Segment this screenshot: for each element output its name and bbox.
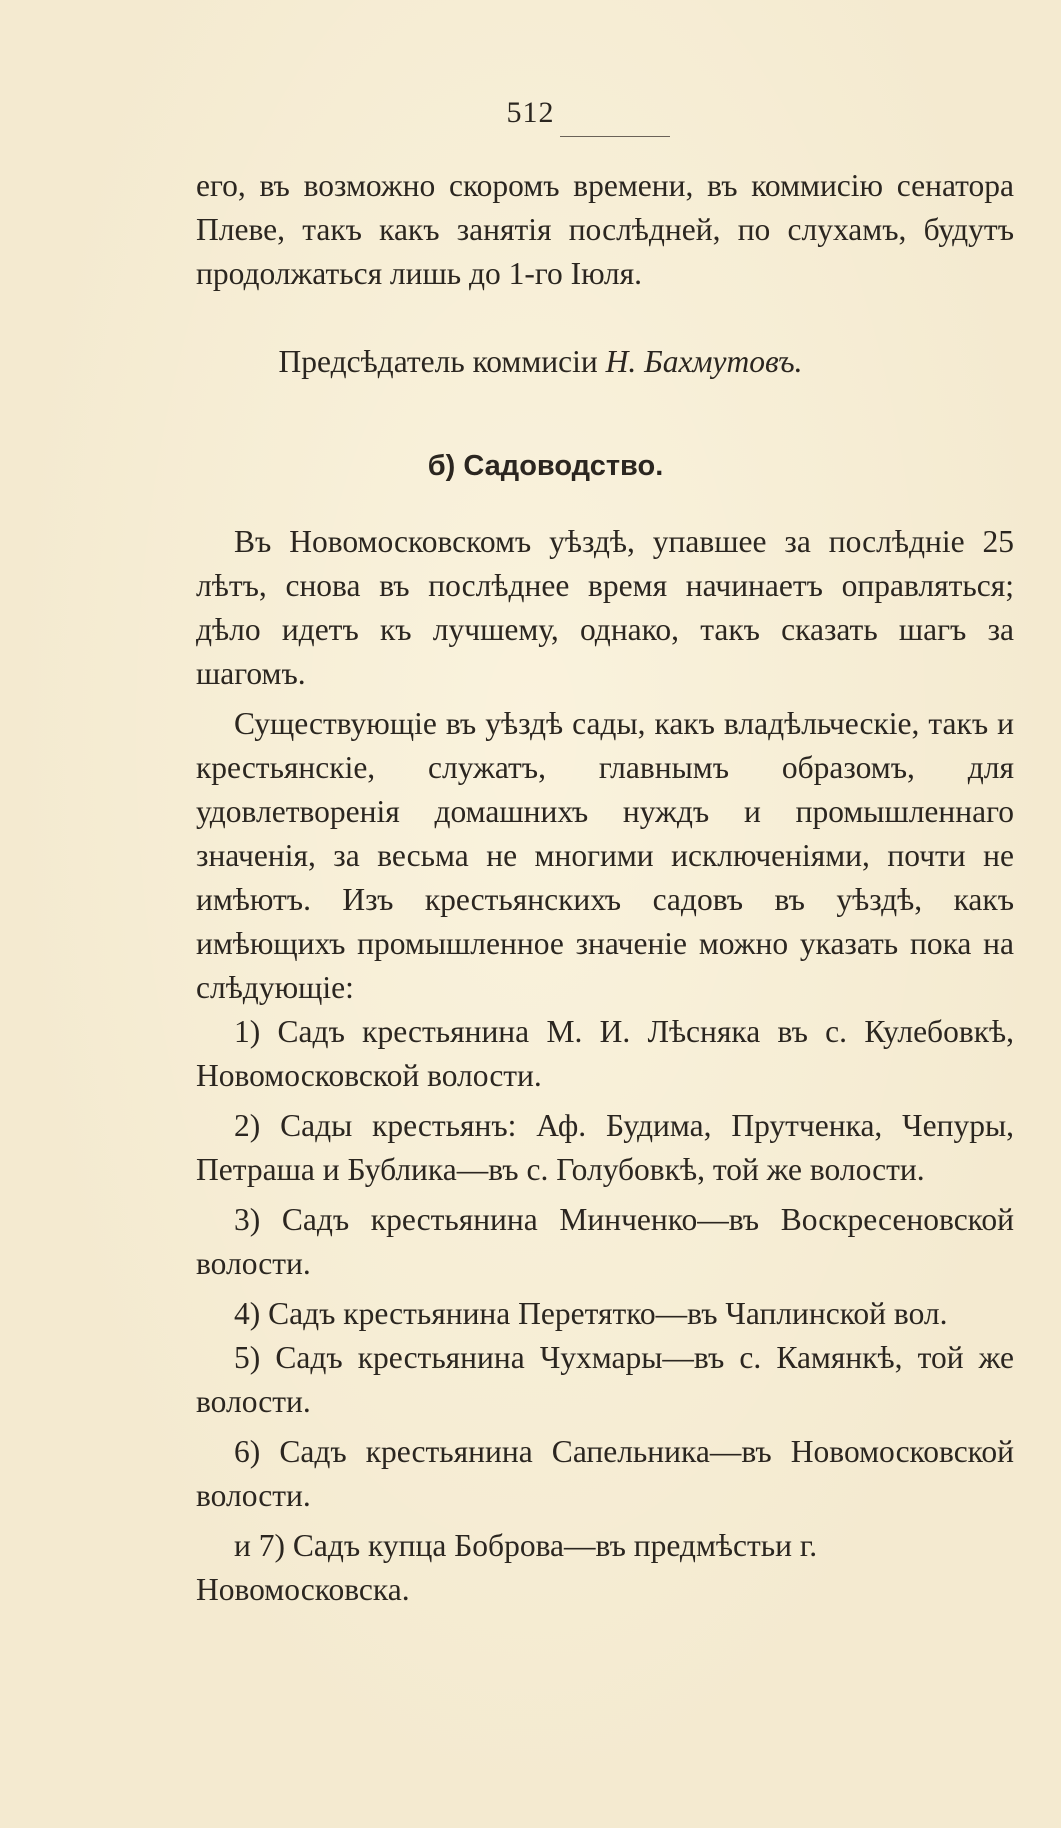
signature-name: Н. Бахмутовъ. <box>605 344 803 379</box>
list-item: 6) Садъ крестьянина Сапельника—въ Новомосковской волости. <box>196 1434 1014 1513</box>
paragraph: Существующіе въ уѣздѣ сады, какъ владѣльческіе, такъ и крестьянскіе, служатъ, главнымъ образомъ, для удовлетворенія домашнихъ нуждъ и промышленнаго значенія, за весьма не многими исключеніями, почти не имѣютъ. Изъ крестьянскихъ садовъ въ уѣздѣ, какъ имѣющихъ промышленное значеніе можно указать пока на слѣдующіе: <box>196 706 1014 1005</box>
list-item: 1) Садъ крестьянина М. И. Лѣсняка въ с. Кулебовкѣ, Новомосковской волости. <box>196 1014 1014 1093</box>
section-body <box>196 520 1014 1612</box>
signature-title: Предсѣдатель коммисіи <box>278 344 598 379</box>
page-number-rule <box>560 136 670 137</box>
list-item: 5) Садъ крестьянина Чухмары—въ с. Камянкѣ, той же волости. <box>196 1340 1014 1419</box>
signature <box>0 340 1061 384</box>
list-item: 3) Садъ крестьянина Минченко—въ Воскресеновской волости. <box>196 1202 1014 1281</box>
intro-text: его, въ возможно скоромъ времени, въ коммисію сенатора Плеве, такъ какъ занятія послѣдней, по слухамъ, будутъ продолжаться лишь до 1-го Іюля. <box>196 168 1014 291</box>
list-item: и 7) Садъ купца Боброва—въ предмѣстьи г. Новомосковска. <box>196 1528 818 1607</box>
paragraph: Въ Новомосковскомъ уѣздѣ, упавшее за послѣдніе 25 лѣтъ, снова въ послѣднее время начинаетъ оправляться; дѣло идетъ къ лучшему, однако, такъ сказать шагъ за шагомъ. <box>196 524 1014 691</box>
list-item: 2) Сады крестьянъ: Аф. Будима, Прутченка, Чепуры, Петраша и Бублика—въ с. Голубовкѣ, той же волости. <box>196 1108 1014 1187</box>
section-heading: б) Садоводство. <box>427 450 664 482</box>
page-number: 512 <box>506 96 555 129</box>
intro-paragraph <box>196 164 1014 296</box>
list-item: 4) Садъ крестьянина Перетятко—въ Чаплинской вол. <box>234 1296 948 1331</box>
